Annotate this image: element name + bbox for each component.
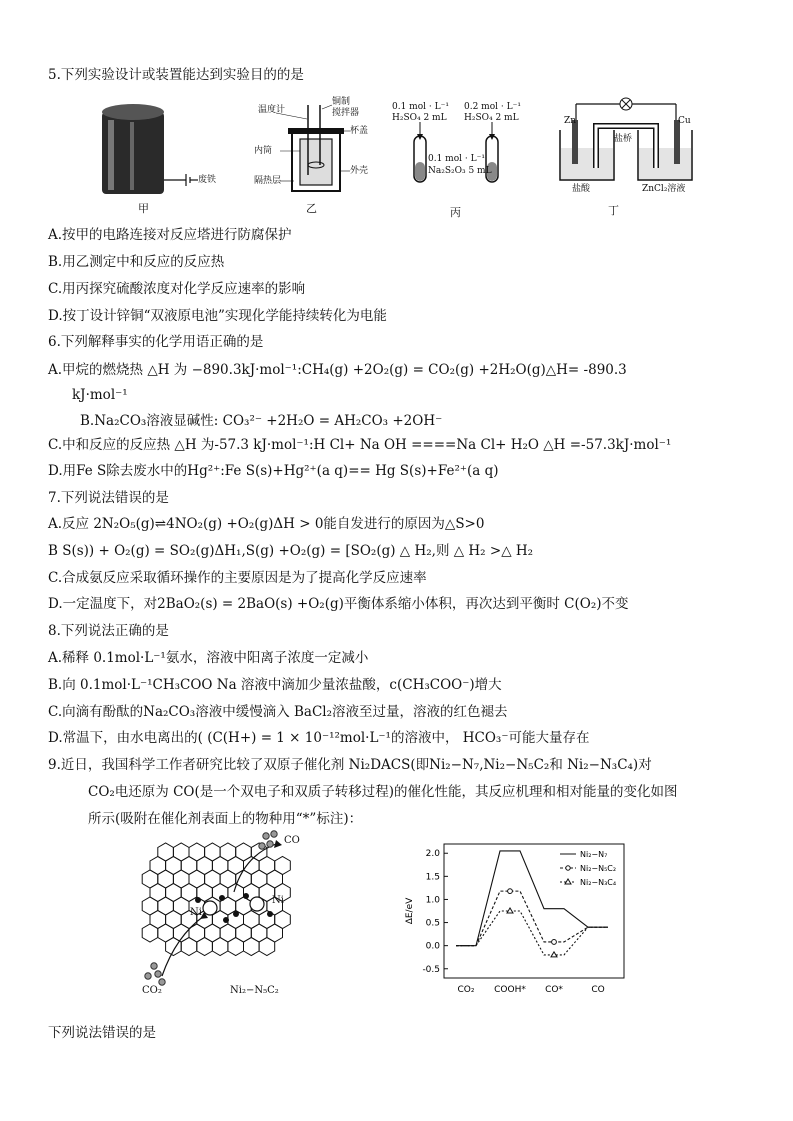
co-molecule-atom	[271, 831, 277, 837]
legend-marker	[566, 866, 570, 870]
q5-option-d: D.按丁设计锌铜“双液原电池”实现化学能持续转化为电能	[48, 308, 387, 324]
q5-option-c: C.用丙探究硫酸浓度对化学反应速率的影响	[48, 281, 306, 297]
figure-bing	[388, 96, 528, 219]
fig-bing-label-5: 0.1 mol · L⁻¹	[428, 154, 485, 164]
co-molecule-atom	[267, 841, 273, 847]
fig-yi-label-thermometer: 温度计	[258, 105, 286, 115]
q7-stem: 7.下列说法错误的是	[48, 490, 169, 506]
fig-bing-caption: 丙	[450, 206, 461, 219]
energy-chart	[400, 838, 632, 1004]
co2-molecule-atom	[155, 971, 161, 977]
nitrogen-atom	[233, 911, 239, 917]
fig-bing-label-1: 0.1 mol · L⁻¹	[392, 102, 449, 112]
nitrogen-atom	[223, 917, 229, 923]
q5-option-a: A.按甲的电路连接对反应塔进行防腐保护	[48, 227, 292, 243]
nitrogen-atom	[243, 893, 249, 899]
y-tick-label: -0.5	[422, 964, 440, 975]
fig-yi-label-stirrer: 搅拌器	[332, 108, 360, 118]
y-tick-label: 1.0	[425, 895, 440, 906]
fig-ding-label-zn: Zn	[564, 116, 577, 126]
nitrogen-atom	[195, 897, 201, 903]
mech-label-co: CO	[284, 835, 300, 846]
fig-yi-caption: 乙	[306, 202, 317, 215]
q9-line1: 9.近日，我国科学工作者研究比较了双原子催化剂 Ni₂DACS(即Ni₂−N₇,Ni₂−N₅C₂和 Ni₂−N₃C₄)对	[48, 757, 652, 773]
y-axis-label: ΔE/eV	[405, 897, 415, 925]
co2-molecule-atom	[151, 963, 157, 969]
figure-yi	[252, 95, 372, 215]
co2-molecule-atom	[145, 973, 151, 979]
fig-bing-label-4: H₂SO₄ 2 mL	[464, 113, 519, 123]
y-tick-label: 0.0	[425, 941, 440, 952]
q9-line3: 所示(吸附在催化剂表面上的物种用“*”标注)：	[88, 811, 363, 827]
fig-yi-label-lid: 杯盖	[350, 126, 369, 136]
lattice-hexagon	[212, 938, 228, 956]
lattice-hexagon	[244, 938, 260, 956]
fig-bing-label-2: H₂SO₄ 2 mL	[392, 113, 447, 123]
y-tick-label: 0.5	[425, 918, 440, 929]
y-tick-label: 1.5	[425, 872, 440, 883]
q6-option-a-line2: kJ·mol⁻¹	[72, 387, 128, 403]
q9-line2: CO₂电还原为 CO(是一个双电子和双质子转移过程)的催化性能，其反应机理和相对能量的变化如图	[88, 784, 678, 800]
ni-atom-left	[203, 901, 217, 915]
figure-ding	[556, 94, 696, 218]
q6-option-c: C.中和反应的反应热 △H 为-57.3 kJ·mol⁻¹:H Cl+ Na OH ====Na Cl+ H₂O △H =-57.3kJ·mol⁻¹	[48, 437, 672, 453]
x-tick-label: CO₂	[457, 985, 475, 995]
mech-label-ni-right: Ni	[272, 895, 284, 906]
desorption-arrowhead	[274, 840, 282, 848]
q6-option-a-line1: A.甲烷的燃烧热 △H 为 −890.3kJ·mol⁻¹:CH₄(g) +2O₂(g) = CO₂(g) +2H₂O(g)△H= -890.3	[48, 362, 627, 378]
q8-option-c: C.向滴有酚酞的Na₂CO₃溶液中缓慢滴入 BaCl₂溶液至过量，溶液的红色褪去	[48, 704, 508, 720]
q5-stem: 5.下列实验设计或装置能达到实验目的的是	[48, 67, 304, 83]
reaction-tower-illustration	[100, 100, 230, 212]
q6-option-d: D.用Fe S除去废水中的Hg²⁺:Fe S(s)+Hg²⁺(a q)== Hg S(s)+Fe²⁺(a q)	[48, 463, 499, 479]
fig-yi-label-copper: 铜制	[332, 97, 351, 107]
energy-profile-svg	[400, 838, 632, 1004]
q7-option-c: C.合成氨反应采取循环操作的主要原因是为了提高化学反应速率	[48, 570, 427, 586]
fig-jia-caption: 甲	[138, 202, 149, 215]
fig-bing-label-6: Na₂S₂O₃ 5 mL	[428, 166, 492, 176]
q6-option-b: B.Na₂CO₃溶液显碱性: CO₃²⁻ +2H₂O = AH₂CO₃ +2OH⁻	[80, 413, 443, 429]
fig-ding-label-saltbridge: 盐桥	[614, 134, 633, 144]
x-tick-label: COOH*	[494, 985, 526, 995]
mechanism-figure	[126, 826, 316, 1002]
nitrogen-atom	[267, 911, 273, 917]
co-molecule-atom	[259, 843, 265, 849]
mech-label-catalyst: Ni₂−N₅C₂	[230, 985, 279, 996]
mech-label-co2: CO₂	[142, 985, 162, 996]
lattice-hexagon	[197, 938, 213, 956]
series-point	[508, 889, 513, 894]
x-tick-label: CO*	[545, 985, 563, 995]
q8-stem: 8.下列说法正确的是	[48, 623, 169, 639]
catalyst-lattice-illustration	[126, 826, 316, 1002]
q5-option-b: B.用乙测定中和反应的反应热	[48, 254, 225, 270]
legend-label: Ni₂−N₅C₂	[580, 864, 617, 873]
q8-option-d: D.常温下，由水电离出的( (C(H+) = 1 × 10⁻¹²mol·L⁻¹的溶液中， HCO₃⁻可能大量存在	[48, 730, 590, 746]
legend-label: Ni₂−N₃C₄	[580, 878, 617, 887]
q7-option-d: D.一定温度下，对2BaO₂(s) = 2BaO(s) +O₂(g)平衡体系缩小体积，再次达到平衡时 C(O₂)不变	[48, 596, 629, 612]
lattice-hexagon	[181, 938, 197, 956]
fig-bing-label-3: 0.2 mol · L⁻¹	[464, 102, 521, 112]
fig-yi-label-insulation: 隔热层	[254, 176, 282, 186]
series-point	[552, 940, 557, 945]
q9-after-figure-text: 下列说法错误的是	[48, 1025, 156, 1041]
y-tick-label: 2.0	[425, 849, 440, 860]
q7-option-b: B S(s)) + O₂(g) = SO₂(g)ΔH₁,S(g) +O₂(g) = [SO₂(g) △ H₂,则 △ H₂ >△ H₂	[48, 543, 534, 559]
galvanic-cell-illustration	[556, 94, 696, 218]
ni-atom-right	[250, 897, 264, 911]
fig-ding-label-zncl2: ZnCl₂溶液	[642, 184, 686, 194]
legend-label: Ni₂−N₇	[580, 850, 608, 859]
fig-yi-label-inner: 内筒	[254, 146, 273, 156]
series-point	[507, 908, 513, 913]
x-tick-label: CO	[591, 985, 605, 995]
fig-ding-label-cu: Cu	[678, 116, 691, 126]
series-line	[456, 891, 608, 946]
q7-option-a: A.反应 2N₂O₅(g)⇌4NO₂(g) +O₂(g)ΔH > 0能自发进行的原因为△S>0	[48, 516, 485, 532]
co-molecule-atom	[263, 833, 269, 839]
lattice-hexagon	[142, 924, 158, 942]
mech-label-ni-left: Ni	[190, 907, 202, 918]
fig-ding-caption: 丁	[608, 204, 619, 217]
fig-ding-label-hcl: 盐酸	[572, 184, 591, 194]
nitrogen-atom	[219, 895, 225, 901]
figure-jia	[100, 100, 230, 215]
fig-yi-label-outer: 外壳	[350, 166, 369, 176]
lattice-hexagon	[259, 938, 275, 956]
lattice-hexagon	[228, 938, 244, 956]
q8-option-a: A.稀释 0.1mol·L⁻¹氨水，溶液中阳离子浓度一定减小	[48, 650, 369, 666]
fig-jia-label: 废铁	[198, 175, 217, 185]
q6-stem: 6.下列解释事实的化学用语正确的是	[48, 334, 264, 350]
lattice-hexagon	[166, 938, 182, 956]
q8-option-b: B.向 0.1mol·L⁻¹CH₃COO Na 溶液中滴加少量浓盐酸，c(CH₃COO⁻)增大	[48, 677, 502, 693]
